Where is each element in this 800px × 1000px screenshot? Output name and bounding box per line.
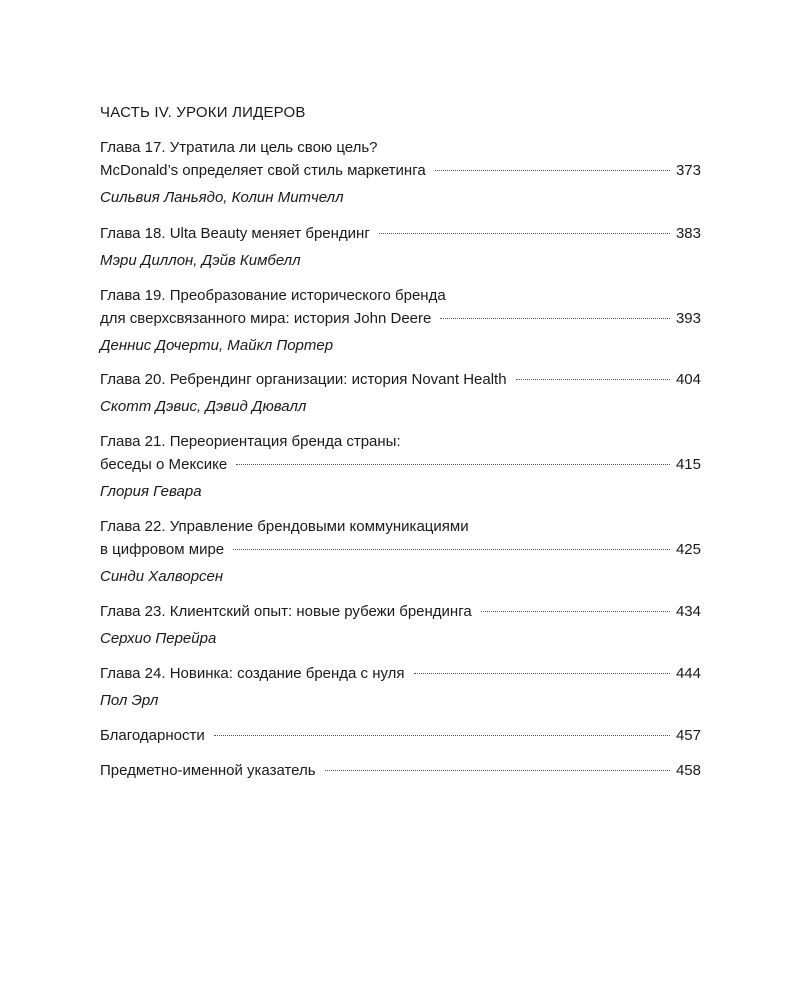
chapter-title-line1: Глава 24. Новинка: создание бренда с нуля xyxy=(100,665,405,682)
chapter-title-line1: Глава 20. Ребрендинг организации: история Novant Health xyxy=(100,371,507,388)
chapter-title-row xyxy=(100,222,701,245)
page-number: 393 xyxy=(675,310,701,327)
chapter-authors: Пол Эрл xyxy=(100,692,159,709)
chapter-title-row xyxy=(100,662,701,685)
dot-leader xyxy=(379,233,670,234)
page-number: 404 xyxy=(675,371,701,388)
page-number: 457 xyxy=(675,727,701,744)
chapter-authors: Серхио Перейра xyxy=(100,630,217,647)
chapter-title-line1: Глава 21. Переориентация бренда страны: xyxy=(100,433,401,450)
chapter-title-line2-row xyxy=(100,538,701,561)
page-number: 373 xyxy=(675,162,701,179)
page-number: 434 xyxy=(675,603,701,620)
dot-leader xyxy=(414,673,670,674)
dot-leader xyxy=(516,379,670,380)
chapter-title-line2: беседы о Мексике xyxy=(100,456,228,473)
chapter-authors: Глория Гевара xyxy=(100,483,202,500)
chapter-title-row xyxy=(100,368,701,391)
dot-leader xyxy=(233,549,670,550)
chapter-title-line2-row xyxy=(100,159,701,182)
page-number: 458 xyxy=(675,762,701,779)
chapter-title-line1: Глава 17. Утратила ли цель свою цель? xyxy=(100,139,378,156)
chapter-title-line1: Глава 19. Преобразование исторического бренда xyxy=(100,287,446,304)
chapter-title-line2-row xyxy=(100,307,701,330)
chapter-authors: Деннис Дочерти, Майкл Портер xyxy=(100,337,334,354)
part-title: ЧАСТЬ IV. УРОКИ ЛИДЕРОВ xyxy=(100,104,306,121)
dot-leader xyxy=(214,735,670,736)
toc-entry-acknowledgements[interactable] xyxy=(100,724,701,747)
entry-title-row xyxy=(100,759,701,782)
dot-leader xyxy=(236,464,670,465)
dot-leader xyxy=(440,318,670,319)
chapter-title-line2-row xyxy=(100,453,701,476)
dot-leader xyxy=(481,611,670,612)
toc-entry-chapter-21[interactable] xyxy=(100,430,701,503)
chapter-authors: Синди Халворсен xyxy=(100,568,224,585)
chapter-authors: Скотт Дэвис, Дэвид Дювалл xyxy=(100,398,307,415)
chapter-authors: Мэри Диллон, Дэйв Кимбелл xyxy=(100,252,301,269)
toc-entry-chapter-24[interactable] xyxy=(100,662,701,712)
chapter-title-line1: Глава 22. Управление брендовыми коммуникациями xyxy=(100,518,469,535)
toc-entry-chapter-18[interactable] xyxy=(100,222,701,272)
chapter-title-line2: в цифровом мире xyxy=(100,541,225,558)
page-number: 383 xyxy=(675,225,701,242)
toc-entry-chapter-20[interactable] xyxy=(100,368,701,418)
toc-entry-chapter-23[interactable] xyxy=(100,600,701,650)
chapter-title-line2: McDonald’s определяет свой стиль маркетинга xyxy=(100,162,426,179)
page-number: 415 xyxy=(675,456,701,473)
toc-entry-chapter-22[interactable] xyxy=(100,515,701,588)
dot-leader xyxy=(435,170,670,171)
chapter-authors: Сильвия Ланьядо, Колин Митчелл xyxy=(100,189,344,206)
entry-title: Благодарности xyxy=(100,727,205,744)
chapter-title-row xyxy=(100,600,701,623)
dot-leader xyxy=(325,770,670,771)
entry-title-row xyxy=(100,724,701,747)
toc-entry-chapter-19[interactable] xyxy=(100,284,701,357)
chapter-title-line2: для сверхсвязанного мира: история John Deere xyxy=(100,310,432,327)
toc-entry-chapter-17[interactable] xyxy=(100,136,701,209)
chapter-title-line1: Глава 23. Клиентский опыт: новые рубежи брендинга xyxy=(100,603,472,620)
page-number: 425 xyxy=(675,541,701,558)
page-number: 444 xyxy=(675,665,701,682)
entry-title: Предметно-именной указатель xyxy=(100,762,316,779)
toc-entry-index[interactable] xyxy=(100,759,701,782)
chapter-title-line1: Глава 18. Ulta Beauty меняет брендинг xyxy=(100,225,370,242)
